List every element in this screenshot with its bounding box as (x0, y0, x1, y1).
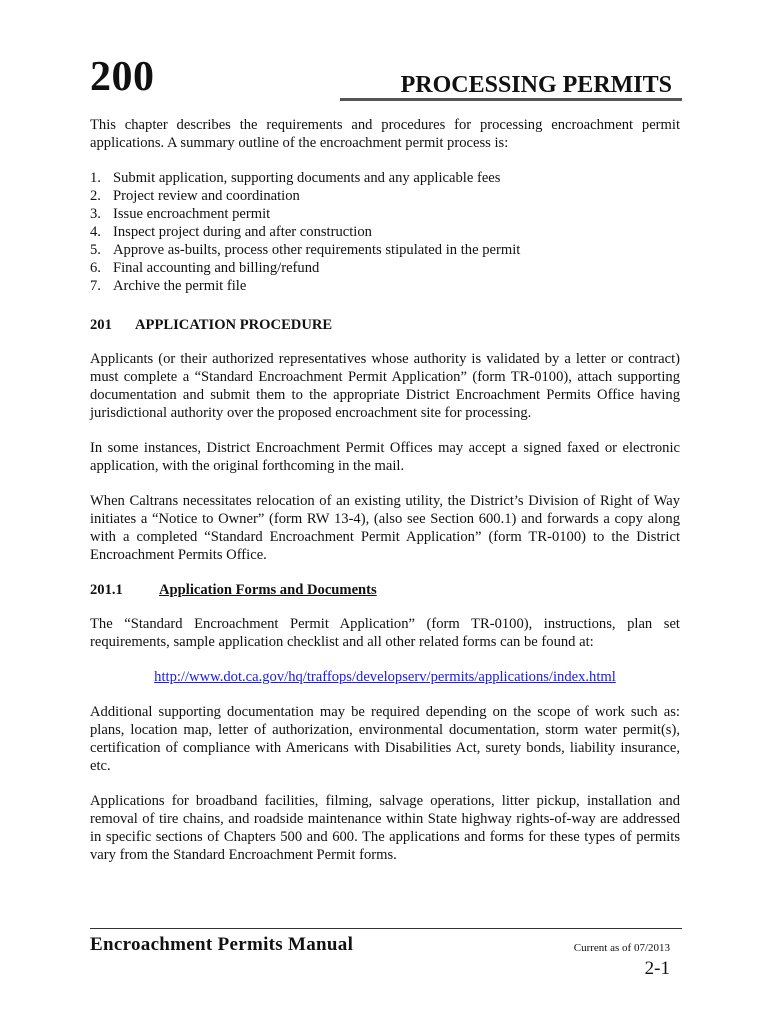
manual-title: Encroachment Permits Manual (90, 934, 354, 955)
list-item (90, 223, 680, 241)
list-item-text: Inspect project during and after construction (113, 224, 372, 240)
list-item (90, 259, 680, 277)
list-item-text: Archive the permit file (113, 278, 247, 294)
list-item (90, 277, 680, 295)
intro-paragraph: This chapter describes the requirements and procedures for processing encroachment permit applications. A summary outline of the encroachment permit process is: (90, 117, 680, 151)
list-item-number: 4. (90, 224, 101, 240)
list-item-text: Final accounting and billing/refund (113, 260, 320, 276)
section-201-heading (90, 316, 680, 334)
subsection-number: 201.1 (90, 582, 123, 598)
list-item (90, 187, 680, 205)
list-item (90, 205, 680, 223)
body-paragraph: In some instances, District Encroachment Permit Offices may accept a signed faxed or electronic application, with the original forthcoming in the mail. (90, 440, 680, 474)
section-201-1-heading (90, 581, 680, 599)
page-footer (90, 928, 682, 998)
chapter-header (90, 56, 682, 104)
revision-date: Current as of 07/2013 (573, 942, 670, 954)
header-rule (340, 98, 682, 101)
body-paragraph: Additional supporting documentation may be required depending on the scope of work such as: plans, location map, letter of authorization, environmental documentation, storm water permit(s), certification of compliance with Americans with Disabilities Act, surety bonds, liability insurance, etc. (90, 704, 680, 774)
section-title: APPLICATION PROCEDURE (135, 317, 333, 333)
list-item (90, 241, 680, 259)
subsection-title: Application Forms and Documents (159, 582, 377, 598)
chapter-number: 200 (90, 54, 155, 100)
list-item-text: Submit application, supporting documents and any applicable fees (113, 170, 501, 186)
list-item-text: Approve as-builts, process other requirements stipulated in the permit (113, 242, 521, 258)
chapter-title: PROCESSING PERMITS (400, 72, 672, 98)
list-item (90, 169, 680, 187)
list-item-text: Issue encroachment permit (113, 206, 271, 222)
page-content (90, 116, 680, 881)
list-item-number: 7. (90, 278, 101, 294)
applications-link[interactable]: http://www.dot.ca.gov/hq/traffops/developserv/permits/applications/index.html (154, 669, 616, 685)
section-number: 201 (90, 317, 112, 333)
list-item-number: 1. (90, 170, 101, 186)
list-item-number: 3. (90, 206, 101, 222)
link-container (90, 668, 680, 686)
footer-rule (90, 928, 682, 929)
body-paragraph: Applications for broadband facilities, filming, salvage operations, litter pickup, installation and removal of tire chains, and roadside maintenance within State highway rights-of-way are addressed in specific sections of Chapters 500 and 600. The applications and forms for these types of permits vary from the Standard Encroachment Permit forms. (90, 793, 680, 863)
page-number: 2-1 (644, 958, 670, 979)
list-item-text: Project review and coordination (113, 188, 300, 204)
body-paragraph: Applicants (or their authorized representatives whose authority is validated by a letter or contract) must complete a “Standard Encroachment Permit Application” (form TR-0100), attach supporting documentation and submit them to the appropriate District Encroachment Permits Office having jurisdictional authority over the proposed encroachment site for processing. (90, 351, 680, 421)
list-item-number: 6. (90, 260, 101, 276)
body-paragraph: When Caltrans necessitates relocation of an existing utility, the District’s Division of Right of Way initiates a “Notice to Owner” (form RW 13-4), (also see Section 600.1) and forwards a copy along with a completed “Standard Encroachment Permit Application” (form TR-0100) to the District Encroachment Permits Office. (90, 493, 680, 563)
list-item-number: 2. (90, 188, 101, 204)
process-steps-list (90, 169, 680, 295)
list-item-number: 5. (90, 242, 101, 258)
body-paragraph: The “Standard Encroachment Permit Application” (form TR-0100), instructions, plan set requirements, sample application checklist and all other related forms can be found at: (90, 616, 680, 650)
